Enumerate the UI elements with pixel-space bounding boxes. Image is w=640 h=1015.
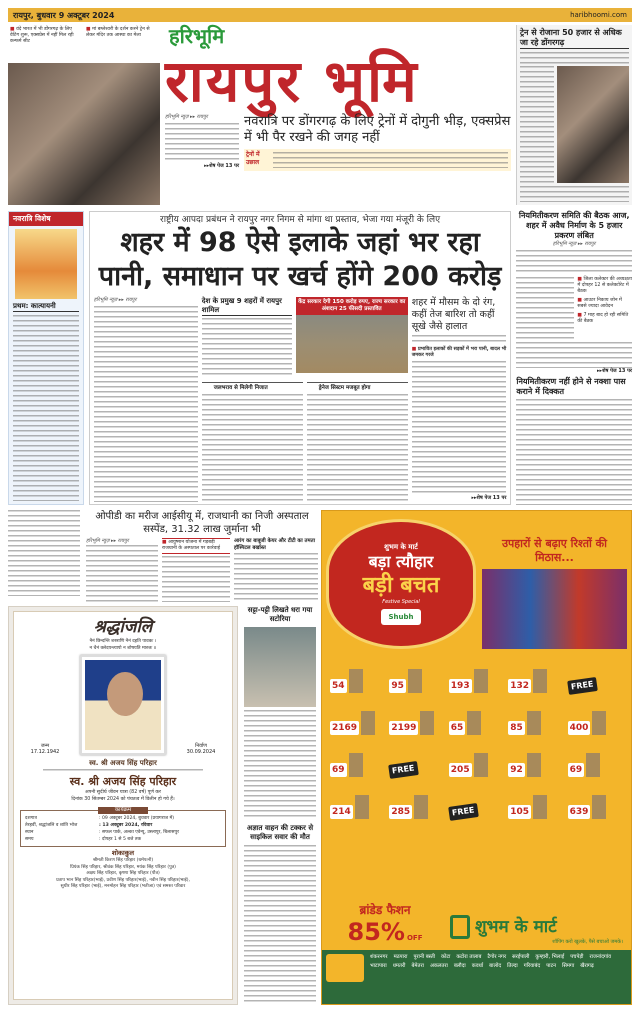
store-location: भाटापारा xyxy=(370,963,387,969)
program-value: : 09 अक्टूबर 2024, बुधवार (प्रयागराज में) xyxy=(99,816,175,821)
lead-text-column xyxy=(165,114,239,205)
deceased-name: स्व. श्री अजय सिंह परिहार xyxy=(69,775,177,788)
store-location: पाटन xyxy=(546,963,556,969)
product-price xyxy=(508,659,563,693)
store-location: कवर्धा xyxy=(471,963,484,969)
product-price xyxy=(568,701,623,735)
store-location: बालोद xyxy=(489,963,502,969)
product-price xyxy=(389,785,444,819)
second-section xyxy=(8,211,632,505)
product-price xyxy=(389,701,444,735)
quote2-text xyxy=(307,394,408,502)
store-location: गरियाबंद xyxy=(523,963,541,969)
free-badge: FREE xyxy=(567,677,597,695)
store-location: शंकरनगर xyxy=(370,954,388,960)
store-location: बेमेतरा xyxy=(411,963,424,969)
ad-store-name-top: शुभम के मार्ट xyxy=(384,543,418,551)
mourner: प्रताप भान सिंह परिहार(भाई), प्रवीण सिंह परिहार(भाई), नवीन सिंह परिहार(भाई), xyxy=(56,877,190,883)
ad-title-2: बड़ी बचत xyxy=(362,573,440,598)
ad-fashion: ब्रांडेड फैशन xyxy=(359,903,411,917)
top-right-story xyxy=(516,25,632,205)
navratri-text xyxy=(13,315,79,501)
obituary-title: श्रद्धांजलि xyxy=(93,617,153,637)
lead-headline-column xyxy=(244,114,511,205)
price-tag: 2169 xyxy=(332,723,358,733)
mourners-list xyxy=(56,858,190,891)
program-value: : सफल पार्क, अल्का एवेन्यू, उस्लापुर, बिलासपुर xyxy=(99,830,179,835)
mourner: प्रियंक सिंह परिहार, श्रीवंक सिंह परिहार, मयंक सिंह परिहार (पुत्र) xyxy=(70,864,176,870)
top-right-text-2 xyxy=(520,66,554,183)
sub-headline-cities: देश के प्रमुख 9 शहरों में रायपुर शामिल xyxy=(202,297,292,316)
website-link[interactable]: haribhoomi.com xyxy=(570,11,627,19)
shubh-brand: Shubh xyxy=(381,609,421,625)
navratri-title: प्रथम: कात्यायनी xyxy=(13,302,79,312)
store-brand-block xyxy=(450,915,623,946)
mourner: सुधीर सिंह परिहार (भाई), मनमोहन सिंह परिहार (भतीजा) एवं समस्त परिवार xyxy=(60,884,186,889)
program-key: दशगात्र xyxy=(25,816,37,821)
accident-text xyxy=(244,845,316,1005)
weather-bullet: ■ प्रभावित इलाकों की सड़कों में भरा पानी, बादल भी जमकर गरजे xyxy=(412,347,507,359)
main-story xyxy=(89,211,512,505)
price-tag: 205 xyxy=(450,765,470,775)
product-price xyxy=(330,701,385,735)
right-subheadline: नियमितीकरण नहीं होने से नक्शा पास कराने में दिक्कत xyxy=(516,377,626,396)
product-price xyxy=(508,743,563,777)
price-tag: 193 xyxy=(450,681,470,691)
lead-bullets xyxy=(8,25,160,63)
opd-text xyxy=(86,545,158,602)
weather-text-2 xyxy=(412,361,507,495)
store-location: राजनांदगांव xyxy=(589,954,611,960)
obit-intro xyxy=(43,769,203,773)
product-price xyxy=(508,701,563,735)
lead-body-text xyxy=(165,123,239,163)
masthead-and-lead xyxy=(165,25,511,205)
lead-bullet: ■ वंदे भारत में भी डोंगरगढ़ के लिए वेटिंग शुरू, एक्सप्रेस में नहीं मिल रही कन्फर्म सीट xyxy=(10,27,80,61)
program-key: समय xyxy=(25,837,34,842)
navratri-label: नवरात्रि विशेष xyxy=(9,212,83,226)
product-image xyxy=(361,711,375,735)
ad-discount: 85% xyxy=(347,918,405,946)
store-location: पचपेड़ी xyxy=(570,954,584,960)
main-columns xyxy=(94,297,507,502)
store-logo-icon xyxy=(450,915,470,939)
opd-side-headline: आरंग का बाबूजी केयर और टीटी का तमता हॉस्पिटल बर्खास्त xyxy=(234,538,315,551)
program-key: स्थान xyxy=(25,830,34,835)
opd-headline: ओपीडी का मरीज आईसीयू में, राजधानी का निजी अस्पताल सस्पेंड, 31.32 लाख जुर्माना भी xyxy=(95,511,309,535)
mourners-label: शोकाकुल xyxy=(111,849,135,857)
top-right-text xyxy=(520,52,629,64)
ad-store-name: शुभम के मार्ट xyxy=(475,917,557,937)
free-badge: FREE xyxy=(389,761,419,779)
price-tag: 400 xyxy=(569,723,589,733)
top-right-text-3 xyxy=(520,186,629,202)
lead-continued-box xyxy=(244,149,511,171)
product-image xyxy=(467,711,481,735)
program-value: : दोपहर 1 से 5 बजे तक xyxy=(99,837,141,842)
birth-value: 17.12.1942 xyxy=(30,749,60,755)
third-section xyxy=(8,510,632,1005)
product-price xyxy=(449,659,504,693)
opd-story xyxy=(86,510,318,602)
store-location: कुम्हारी, भिलाई xyxy=(535,954,565,960)
gift-boxes-image xyxy=(482,569,627,649)
side-label: ट्रेनों में उछाल xyxy=(246,151,260,166)
product-image xyxy=(474,753,488,777)
store-locations-bar xyxy=(322,950,631,1004)
product-image xyxy=(349,753,363,777)
locations-badge xyxy=(326,954,364,982)
product-price xyxy=(330,659,385,693)
product-image xyxy=(592,711,606,735)
ad-title-1: बड़ा त्यौहार xyxy=(368,552,434,571)
store-location: खैरागढ़ xyxy=(580,963,594,969)
death-label: निर्वाण xyxy=(195,743,207,749)
store-location: बलौदा xyxy=(453,963,466,969)
right-text-4 xyxy=(516,399,632,505)
fashion-offer xyxy=(330,903,440,946)
main-headline: शहर में 98 ऐसे इलाके जहां भर रहा पानी, समाधान पर खर्च होंगे 200 करोड़ xyxy=(98,227,502,292)
store-location: मठपारा xyxy=(393,954,408,960)
lead-headline: नवरात्रि पर डोंगरगढ़ के लिए ट्रेनों में दोगुनी भीड़, एक्सप्रेस में भी पैर रखने की जगह नहीं xyxy=(244,114,511,145)
right-column xyxy=(516,211,632,505)
quote1-text xyxy=(202,394,303,502)
product-image xyxy=(533,669,547,693)
portrait-photo xyxy=(85,660,161,750)
betting-text xyxy=(244,710,316,820)
small-stories xyxy=(242,606,318,1005)
death-date xyxy=(176,743,226,755)
price-tag: 92 xyxy=(510,765,523,775)
product-price xyxy=(330,743,385,777)
product-image xyxy=(592,795,606,819)
brand-logo: हरिभूमि xyxy=(169,24,225,48)
product-image xyxy=(474,669,488,693)
ad-bottom xyxy=(322,899,631,950)
weather-headline: शहर में मौसम के दो रंग, कहीं तेज बारिश तो कहीं सूखे जैसे हालात xyxy=(411,297,496,332)
price-tag: 95 xyxy=(391,681,404,691)
price-tag: 85 xyxy=(510,723,523,733)
ad-slogan: शॉपिंग करो खुलके, पैसे बचाओ जमके। xyxy=(552,939,623,945)
right-continued[interactable]: ▸▸शेष पेज 13 पर xyxy=(597,368,632,374)
opd-side-text xyxy=(234,553,318,602)
main-byline: हरिभूमि न्यूज़ ▸▸ रायपुर xyxy=(93,297,137,303)
price-tag: 214 xyxy=(332,807,351,817)
lead-byline: हरिभूमि न्यूज़ ▸▸ रायपुर xyxy=(165,114,208,120)
free-offer xyxy=(568,659,623,693)
train-passengers-photo xyxy=(557,66,629,183)
top-right-headline: ट्रेन से रोजाना 50 हजार से अधिक जा रहे डोंगरगढ़ xyxy=(520,28,629,49)
quote-drainage-system: ड्रेनेज सिस्टम मजबूत होगा xyxy=(307,382,408,392)
program-box xyxy=(20,807,226,847)
product-image xyxy=(420,711,434,735)
store-location: अकलतरा xyxy=(429,963,448,969)
product-price xyxy=(389,659,444,693)
navratri-column xyxy=(8,211,84,505)
main-body-text xyxy=(94,306,198,502)
price-tag: 132 xyxy=(510,681,529,691)
ad-offer-badge xyxy=(326,519,476,649)
main-kicker: राष्ट्रीय आपदा प्रबंधन ने रायपुर नगर निगम से मांगा था प्रस्ताव, भेजा गया मंजूरी के लिए xyxy=(160,215,441,225)
product-image xyxy=(527,753,541,777)
price-tag: 69 xyxy=(332,765,345,775)
price-tag: 65 xyxy=(450,723,464,733)
weather-column xyxy=(412,297,507,502)
right-bullet: ■ 7 माह बाद हो रही समिति की बैठक xyxy=(577,313,632,325)
program-row xyxy=(25,815,221,822)
shubham-k-mart-ad[interactable] xyxy=(321,510,632,1005)
store-location: तिल्दा xyxy=(507,963,518,969)
death-value: 30.09.2024 xyxy=(186,749,216,755)
store-location: पुरानी बस्ती xyxy=(413,954,436,960)
product-price xyxy=(449,701,504,735)
right-text-1 xyxy=(516,250,632,274)
price-tag: 285 xyxy=(391,807,411,817)
right-text-2 xyxy=(516,277,574,339)
obit-lines xyxy=(71,789,174,803)
store-locations xyxy=(370,954,627,1000)
top-section xyxy=(8,25,632,205)
ad-tagline: उपहारों से बढ़ाए रिश्तों की मिठास... xyxy=(502,537,607,564)
price-tag: 639 xyxy=(569,807,589,817)
name-caption: स्व. श्री अजय सिंह परिहार xyxy=(89,759,157,767)
navratri-text-cont xyxy=(8,510,80,596)
free-offer xyxy=(389,743,444,777)
right-bullets xyxy=(577,277,632,339)
free-offer xyxy=(449,785,504,819)
right-byline: हरिभूमि न्यूज़ ▸▸ रायपुर xyxy=(552,241,596,247)
date-bar xyxy=(8,8,632,22)
weather-text xyxy=(412,335,507,345)
cities-text xyxy=(202,318,292,378)
program-row xyxy=(25,836,221,843)
lead-story xyxy=(165,114,511,205)
product-image xyxy=(408,669,422,693)
obituary-shloka xyxy=(90,638,157,652)
price-tag: 54 xyxy=(332,681,345,691)
product-image xyxy=(355,795,369,819)
opd-bullet: ■ आयुष्मान योजना में गड़बड़ी राजधानी के अस्पताल पर कार्रवाई xyxy=(162,538,230,554)
program-label: कार्यक्रम xyxy=(98,807,148,814)
store-location: कटोरा तालाब xyxy=(456,954,482,960)
program-table xyxy=(25,815,221,843)
goddess-image xyxy=(15,229,77,299)
product-image xyxy=(586,753,600,777)
program-row xyxy=(25,822,221,829)
store-location: टैगोर नगर xyxy=(487,954,507,960)
waterlogged-road-photo xyxy=(296,315,408,373)
store-location: सरईपाली xyxy=(512,954,530,960)
birth-date xyxy=(20,743,70,755)
product-price xyxy=(508,785,563,819)
portrait-frame xyxy=(80,655,166,755)
right-bullet: ■ जिला कलेक्टर की अध्यक्षता में दोपहर 12 से कलेक्टोरेट में बैठक xyxy=(577,277,632,295)
price-tag: 69 xyxy=(569,765,583,775)
product-price xyxy=(568,785,623,819)
masthead-title: रायपुर भूमि xyxy=(165,47,419,115)
right-bullet: ■ आउटर निकाय जोन में सबसे ज्यादा आवेदन xyxy=(577,298,632,310)
ad-off: OFF xyxy=(406,934,423,942)
mourner: अक्षय सिंह परिहार, कृष्णा सिंह परिहार (पौत्र) xyxy=(86,871,160,876)
opd-byline: हरिभूमि न्यूज़ ▸▸ रायपुर xyxy=(86,538,129,544)
product-price xyxy=(449,743,504,777)
program-value: : 13 अक्टूबर 2024, रविवार xyxy=(99,823,153,828)
betting-headline: सट्टा-पट्टी लिखते धरा गया सटोरिया xyxy=(247,606,313,623)
accident-headline: अज्ञात वाहन की टक्कर से साइकिल सवार की मौत xyxy=(246,824,314,841)
obituary-notice xyxy=(8,606,238,1005)
photo-banner: केंद्र सरकार देगी 150 करोड़ रुपए, राज्य सरकार का अंशदान 25 फीसदी प्रस्तावित xyxy=(296,297,408,315)
store-location: धमतरी xyxy=(392,963,406,969)
product-image xyxy=(349,669,363,693)
program-row xyxy=(25,829,221,836)
mourner: श्रीमती किरण सिंह परिहार (धर्मपत्नी) xyxy=(92,858,154,863)
store-location: कोटा xyxy=(441,954,451,960)
quote-drainage-relief: जलभराव से मिलेगी निजात xyxy=(202,382,303,392)
free-badge: FREE xyxy=(448,803,478,821)
store-location: सिमगा xyxy=(561,963,575,969)
price-grid xyxy=(330,659,623,819)
product-image xyxy=(414,795,428,819)
right-text-3 xyxy=(516,342,632,368)
opd-text-2 xyxy=(162,556,230,602)
product-image xyxy=(527,711,541,735)
lead-bullet: ■ मां बम्लेश्वरी के दर्शन करने ट्रेन से लेकर मंदिर तक आस्था का मेला xyxy=(86,27,156,61)
lead-box-text xyxy=(273,152,508,168)
product-image xyxy=(533,795,547,819)
product-price xyxy=(330,785,385,819)
price-tag: 2199 xyxy=(391,723,417,733)
lead-continued[interactable]: ▸▸शेष पेज 13 पर xyxy=(204,163,239,169)
arrest-photo xyxy=(244,627,316,707)
lead-photo-column xyxy=(8,25,160,205)
main-center-columns xyxy=(202,297,408,502)
price-tag: 105 xyxy=(510,807,529,817)
right-headline: नियमितीकरण समिति की बैठक आज, शहर में अवैध निर्माण के 5 हजार प्रकरण लंबित xyxy=(518,211,630,240)
product-price xyxy=(568,743,623,777)
main-continued[interactable]: ▸▸शेष पेज 13 पर xyxy=(471,495,507,501)
program-key: तेरहवीं, श्रद्धांजलि व शांति भोज xyxy=(25,823,78,828)
obit-line: अपनी सुदीर्घ जीवन यात्रा (82 वर्ष) पूर्ण कर xyxy=(84,790,161,795)
edition-date: रायपुर, बुधवार 9 अक्टूबर 2024 xyxy=(13,10,115,20)
lower-left xyxy=(8,510,318,1005)
shloka-line: नैनं छिन्दन्ति शस्त्राणि नैनं दहति पावकः । xyxy=(89,639,157,644)
crowded-train-photo xyxy=(8,63,160,205)
obit-line: दिनांक 30 सितम्बर 2024 को पंचतत्व में विलीन हो गये हैं। xyxy=(71,797,175,802)
shloka-line: न चैनं क्लेदयन्त्यापो न शोषयति मारुतः ॥ xyxy=(89,646,157,651)
birth-label: जन्म xyxy=(40,743,50,749)
main-text-column xyxy=(94,297,198,502)
ad-tag: Festive Special xyxy=(382,599,420,605)
